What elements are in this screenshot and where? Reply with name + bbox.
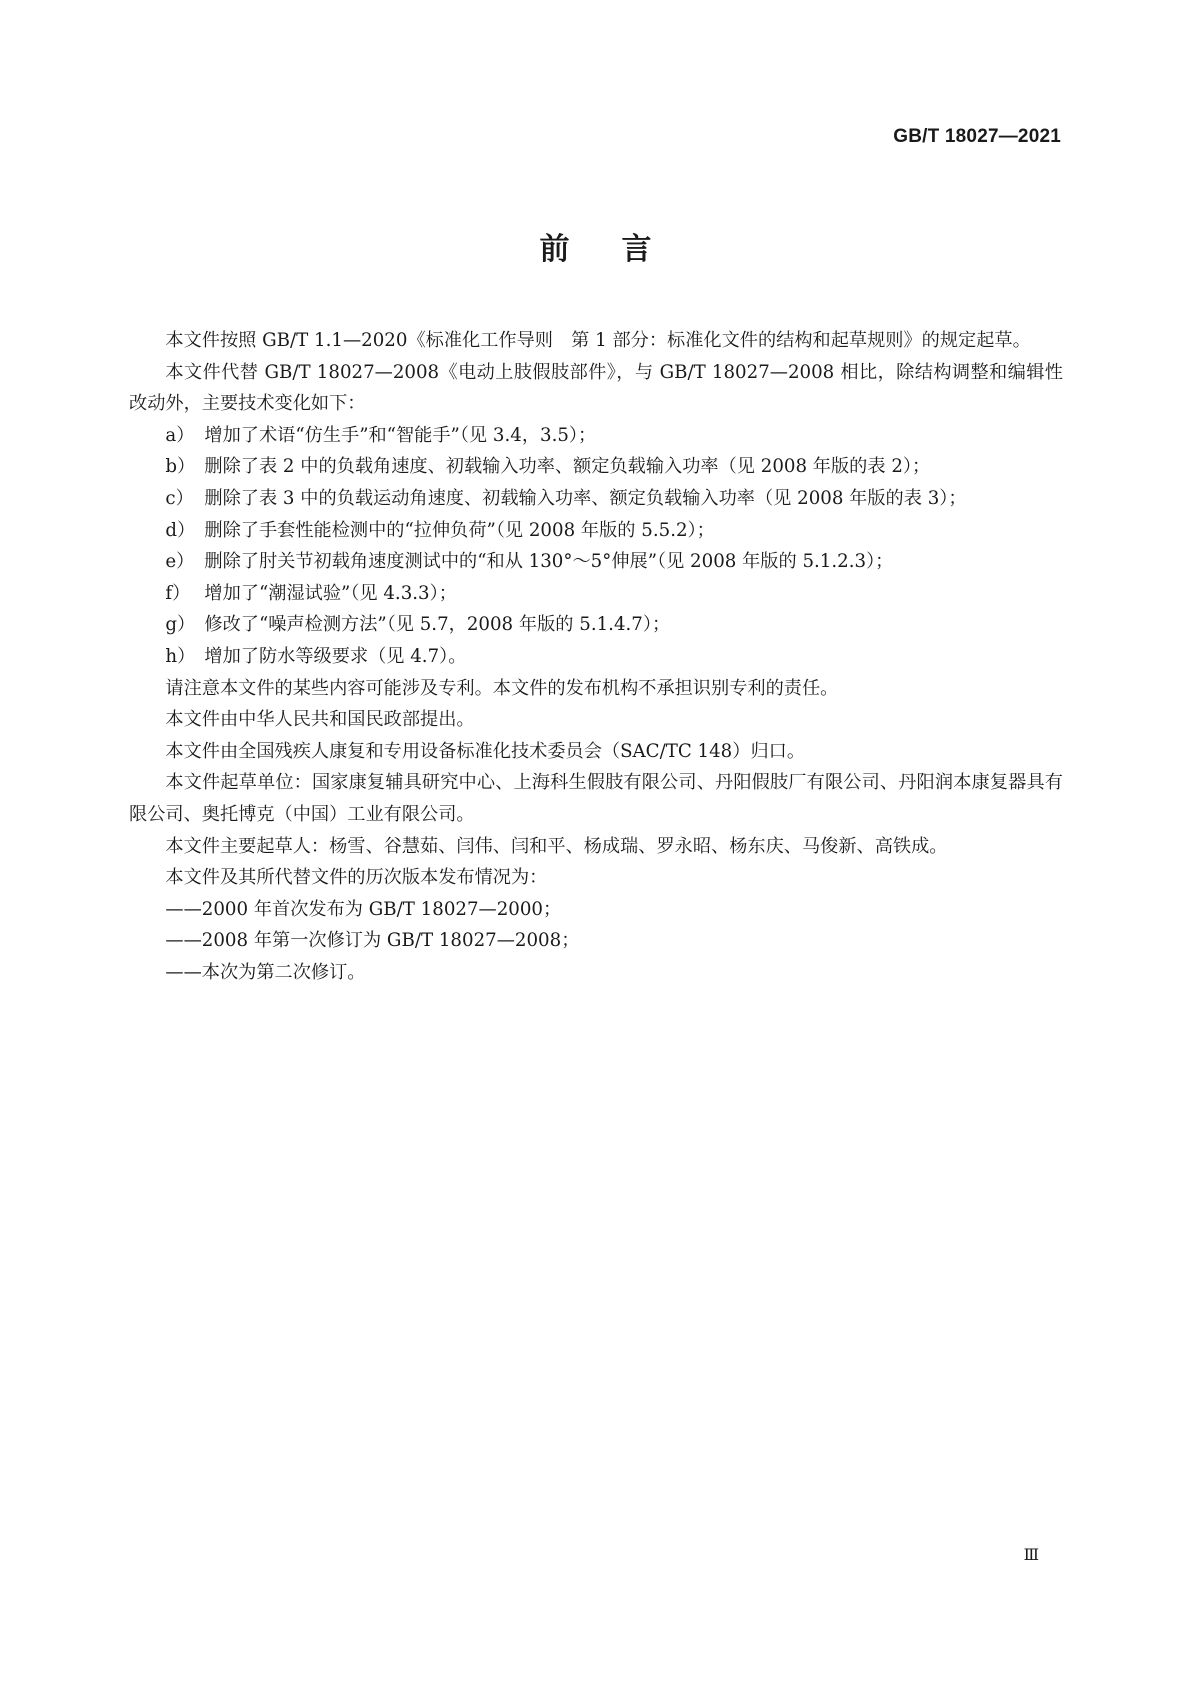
list-item-text: 修改了“噪声检测方法”（见 5.7，2008 年版的 5.1.4.7）； [204,614,671,636]
list-marker: f） [165,582,191,604]
changes-list [129,420,1063,673]
page-title: 前言 [539,232,704,267]
list-marker: h） [165,645,196,667]
paragraph-drafting-rules: 本文件按照 GB/T 1.1—2020《标准化工作导则 第 1 部分：标准化文件的结构和起草规则》的规定起草。 [165,330,1031,351]
paragraph-replacement: 本文件代替 GB/T 18027—2008《电动上肢假肢部件》，与 GB/T 18027—2008 相比，除结构调整和编辑性改动外，主要技术变化如下： [129,361,1063,415]
list-item [129,451,1063,483]
list-marker: a） [165,424,195,446]
list-item-text: 删除了肘关节初载角速度测试中的“和从 130°～5°伸展”（见 2008 年版的 5.1.2.3）； [204,551,894,573]
history-item: ——本次为第二次修订。 [165,961,366,983]
paragraph-drafting-units: 本文件起草单位：国家康复辅具研究中心、上海科生假肢有限公司、丹阳假肢厂有限公司、丹阳润本康复器具有限公司、奥托博克（中国）工业有限公司。 [129,772,1063,825]
history-item: ——2008 年第一次修订为 GB/T 18027—2008； [165,930,580,952]
list-marker: e） [165,551,195,573]
list-item-text: 增加了术语“仿生手”和“智能手”（见 3.4，3.5）； [204,424,597,446]
list-item-text: 删除了表 3 中的负载运动角速度、初载输入功率、额定负载输入功率（见 2008 年版的表 3）； [204,487,967,509]
list-item-text: 增加了“潮湿试验”（见 4.3.3）； [204,582,457,604]
paragraph-patent-notice: 请注意本文件的某些内容可能涉及专利。本文件的发布机构不承担识别专利的责任。 [165,677,839,699]
list-item-text: 删除了手套性能检测中的“拉伸负荷”（见 2008 年版的 5.5.2）； [204,519,715,541]
page-number: Ⅲ [1023,1545,1039,1564]
list-marker: b） [165,456,196,478]
paragraph-history-intro: 本文件及其所代替文件的历次版本发布情况为： [165,867,548,889]
paragraph-drafters: 本文件主要起草人：杨雪、谷慧茹、闫伟、闫和平、杨成瑞、罗永昭、杨东庆、马俊新、高铁成。 [165,835,948,857]
list-item [129,641,1063,673]
list-item [129,546,1063,578]
list-marker: d） [165,519,196,541]
list-item-text: 删除了表 2 中的负载角速度、初载输入功率、额定负载输入功率（见 2008 年版的表 2）； [204,456,931,478]
history-item: ——2000 年首次发布为 GB/T 18027—2000； [165,898,562,920]
list-marker: c） [165,487,194,509]
list-marker: g） [165,614,196,636]
list-item [129,483,1063,515]
paragraph-centralized-by: 本文件由全国残疾人康复和专用设备标准化技术委员会（SAC/TC 148）归口。 [165,740,806,762]
foreword-body [129,325,1063,988]
list-item-text: 增加了防水等级要求（见 4.7）。 [204,645,467,667]
list-item [129,420,1063,452]
paragraph-proposed-by: 本文件由中华人民共和国民政部提出。 [165,709,475,731]
list-item [129,578,1063,610]
history-list [129,894,1063,989]
list-item [129,609,1063,641]
list-item [129,515,1063,547]
standard-number: GB/T 18027—2021 [893,126,1061,147]
